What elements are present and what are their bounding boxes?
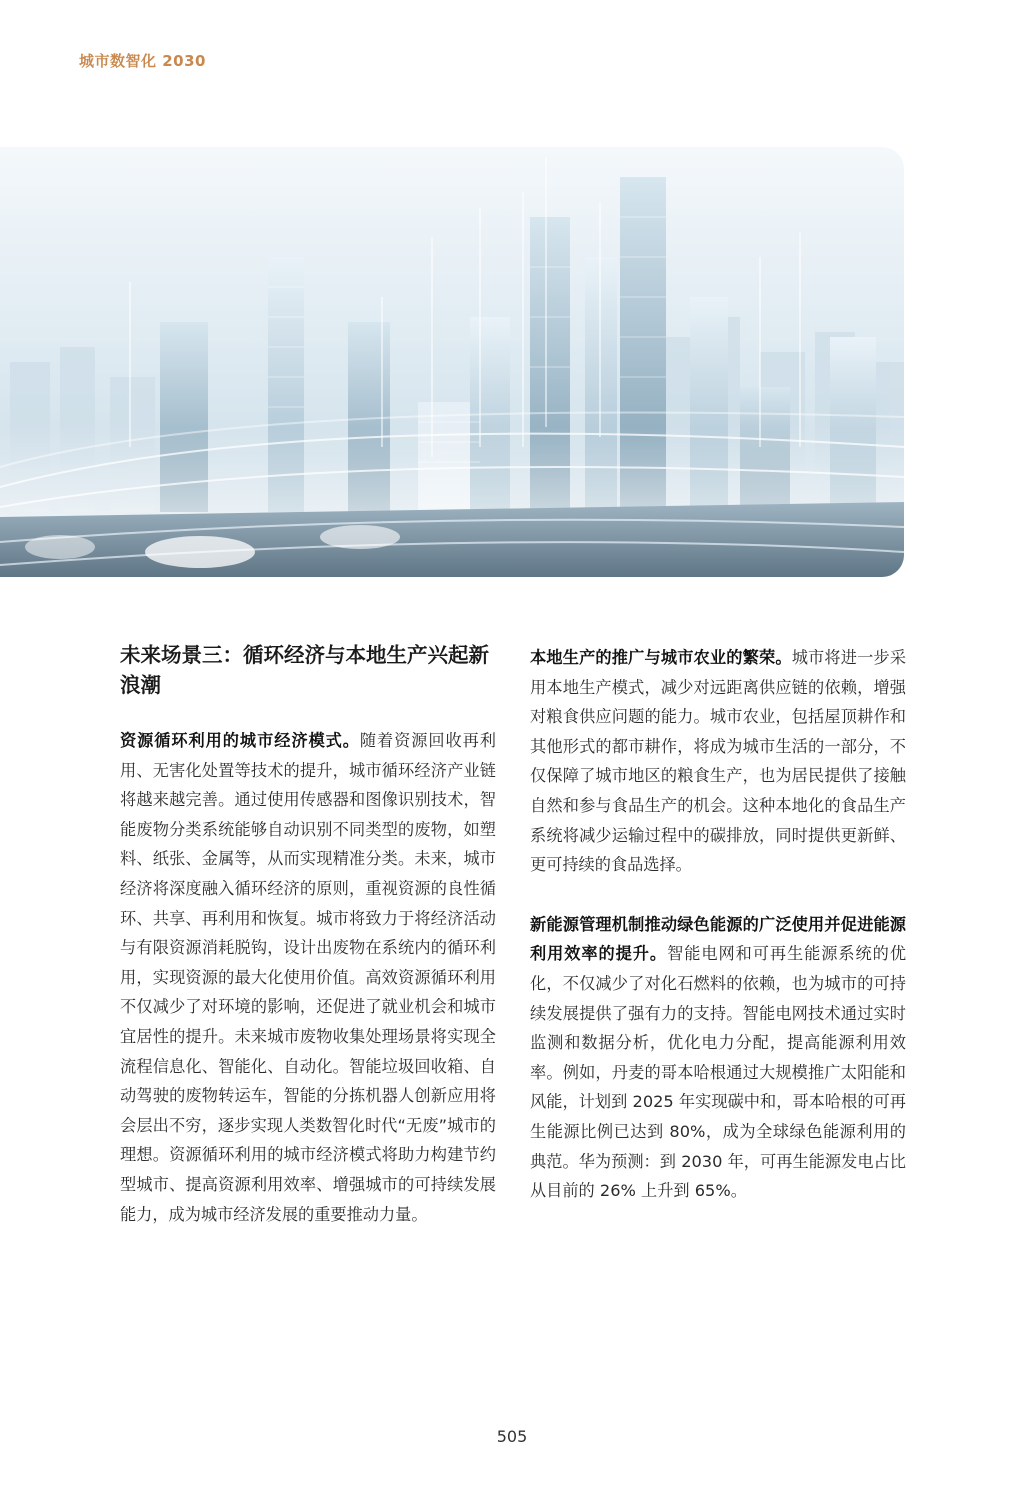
paragraph-body: 城市将进一步采用本地生产模式，减少对远距离供应链的依赖，增强对粮食供应问题的能力。城市农业，包括屋顶耕作和其他形式的都市耕作，将成为城市生活的一部分，不仅保障了城市地区的粮食生产，也为居民提供了接触自然和参与食品生产的机会。这种本地化的食品生产系统将减少运输过程中的碳排放，同时提供更新鲜、更可持续的食品选择。 [530,648,907,875]
paragraph-local-production [530,643,906,880]
paragraph-body: 随着资源回收再利用、无害化处置等技术的提升，城市循环经济产业链将越来越完善。通过使用传感器和图像识别技术，智能废物分类系统能够自动识别不同类型的废物，如塑料、纸张、金属等，从而实现精准分类。未来，城市经济将深度融入循环经济的原则，重视资源的良性循环、共享、再利用和恢复。城市将致力于将经济活动与有限资源消耗脱钩，设计出废物在系统内的循环利用，实现资源的最大化使用价值。高效资源循环利用不仅减少了对环境的影响，还促进了就业机会和城市宜居性的提升。未来城市废物收集处理场景将实现全流程信息化、智能化、自动化。智能垃圾回收箱、自动驾驶的废物转运车，智能的分拣机器人创新应用将会层出不穷，逐步实现人类数智化时代“无废”城市的理想。资源循环利用的城市经济模式将助力构建节约型城市、提高资源利用效率、增强城市的可持续发展能力，成为城市经济发展的重要推动力量。 [120,731,496,1224]
paragraph-lead: 资源循环利用的城市经济模式。 [120,731,360,750]
right-column [530,643,906,1206]
paragraph-circular-economy [120,726,496,1229]
paragraph-lead: 本地生产的推广与城市农业的繁荣。 [530,648,792,667]
hero-image [0,147,904,577]
paragraph-lead: 新能源管理机制推动绿色能源的广泛使用并促进能源利用效率的提升。 [530,914,906,964]
futuristic-city-skyline-image [0,147,904,577]
paragraph-new-energy [530,910,906,1206]
paragraph-body: 智能电网和可再生能源系统的优化，不仅减少了对化石燃料的依赖，也为城市的可持续发展提供了强有力的支持。智能电网技术通过实时监测和数据分析，优化电力分配，提高能源利用效率。例如，丹麦的哥本哈根通过大规模推广太阳能和风能，计划到 2025 年实现碳中和，哥本哈根的可再生能源比例已达到 80%，成为全球绿色能源利用的典范。华为预测：到 2030 年，可再生能源发电占比从目前的 26% 上升到 65%。 [530,944,907,1201]
page-number: 505 [496,1427,528,1446]
left-column [120,640,496,1229]
running-header-title: 城市数智化 2030 [79,52,206,70]
section-title: 未来场景三：循环经济与本地生产兴起新浪潮 [120,643,489,697]
